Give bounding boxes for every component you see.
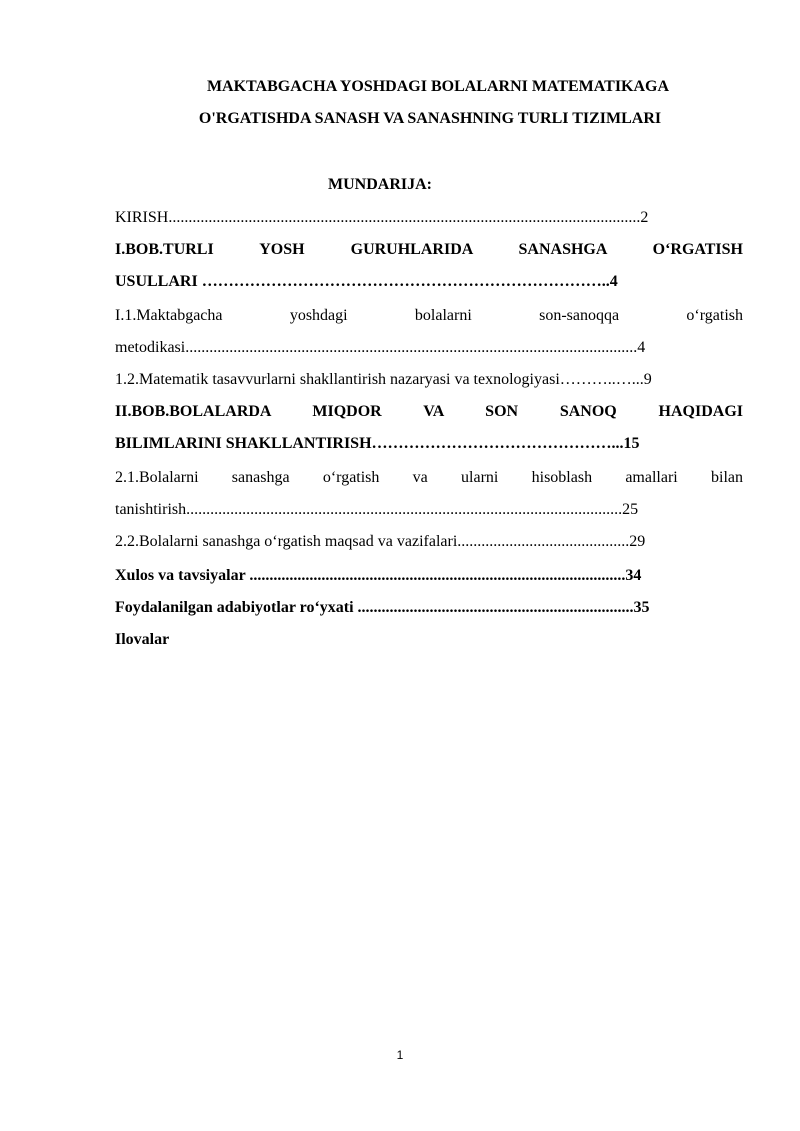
toc-entry-references: Foydalanilgan adabiyotlar ro‘yxati .....................................................................35 — [115, 599, 650, 616]
toc-entry-chapter-2-line-2: BILIMLARINI SHAKLLANTIRISH………………………………………...15 — [115, 435, 640, 452]
document-title-line-2: O'RGATISHDA SANASH VA SANASHNING TURLI TIZIMLARI — [198, 110, 662, 127]
page-number: 1 — [396, 1048, 404, 1062]
toc-entry-conclusion: Xulos va tavsiyalar ..............................................................................................34 — [115, 567, 642, 584]
document-title-line-1: MAKTABGACHA YOSHDAGI BOLALARNI MATEMATIKAGA — [206, 78, 670, 95]
toc-entry-2-1-line-2: tanishtirish.............................................................................................................25 — [115, 501, 639, 518]
toc-entry-appendices: Ilovalar — [115, 631, 170, 648]
toc-entry-2-2: 2.2.Bolalarni sanashga o‘rgatish maqsad va vazifalari...........................................29 — [115, 533, 646, 550]
toc-entry-1-1-line-1: I.1.Maktabgacha yoshdagi bolalarni son-sanoqqa o‘rgatish — [115, 307, 743, 324]
toc-entry-chapter-1-line-2: USULLARI …………………………………………………………………..4 — [115, 273, 618, 290]
toc-entry-2-1-line-1: 2.1.Bolalarni sanashga o‘rgatish va ularni hisoblash amallari bilan — [115, 469, 743, 486]
toc-entry-chapter-1-line-1: I.BOB.TURLI YOSH GURUHLARIDA SANASHGA O‘RGATISH — [115, 241, 743, 258]
contents-heading: MUNDARIJA: — [328, 176, 432, 193]
toc-entry-chapter-2-line-1: II.BOB.BOLALARDA MIQDOR VA SON SANOQ HAQIDAGI — [115, 403, 743, 420]
toc-entry-1-1-line-2: metodikasi.................................................................................................................4 — [115, 339, 646, 356]
toc-entry-kirish: KIRISH......................................................................................................................2 — [115, 209, 649, 226]
toc-entry-1-2: 1.2.Matematik tasavvurlarni shakllantirish nazaryasi va texnologiyasi………..…...9 — [115, 371, 652, 388]
